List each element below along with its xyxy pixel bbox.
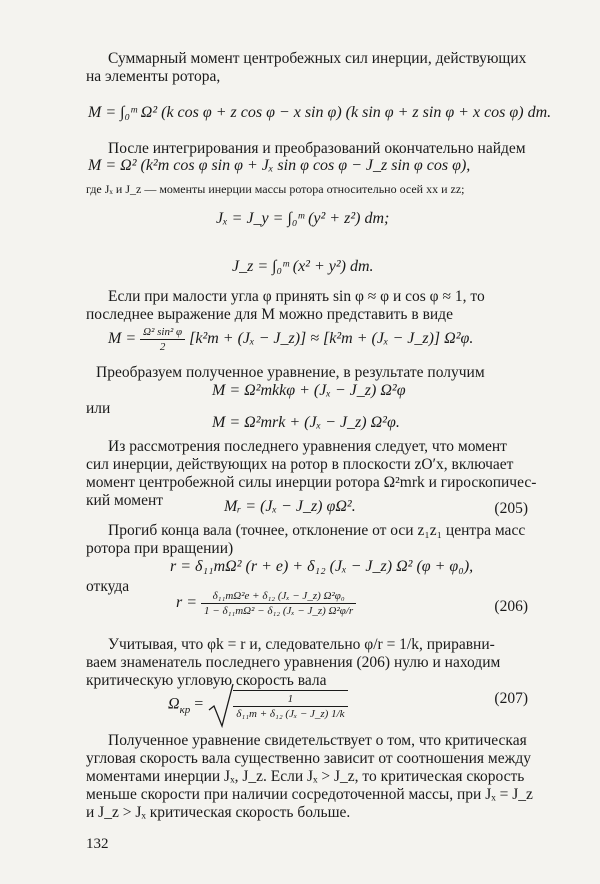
- text-line: кий момент: [86, 492, 164, 509]
- text-line: критическую угловую скорость вала: [86, 672, 327, 689]
- text-line: последнее выражение для M можно представить в виде: [86, 306, 453, 323]
- text-line: ваем знаменатель последнего уравнения (206) нулю и находим: [86, 654, 501, 671]
- equation-deflection: r = δ₁₁mΩ² (r + e) + δ₁₂ (Jₓ − J_z) Ω² (φ + φ₀),: [170, 558, 474, 575]
- text-line: Если при малости угла φ принять sin φ ≈ φ и cos φ ≈ 1, то: [108, 288, 485, 305]
- text-line-small: где Jₓ и J_z — моменты инерции массы ротора относительно осей xx и zz;: [86, 182, 465, 196]
- equation-small-angle: M = $\frac{\text{Ω² sin² φ}}{2}$ [k²m + (Jₓ − J_z)] ≈ [k²m + (Jₓ − J_z)] Ω²φ.: [108, 326, 474, 353]
- equation-number: (207): [494, 690, 528, 707]
- equation-transformed-alt: M = Ω²mrk + (Jₓ − J_z) Ω²φ.: [212, 414, 400, 431]
- text-line: моментами инерции Jₓ, J_z. Если Jₓ > J_z, то критическая скорость: [86, 768, 525, 785]
- text-line: Полученное уравнение свидетельствует о том, что критическая: [108, 732, 527, 749]
- sqrt-sign: [207, 682, 235, 728]
- equation-number: (205): [494, 500, 528, 517]
- text-line: Преобразуем полученное уравнение, в результате получим: [96, 364, 485, 381]
- text-line: или: [86, 400, 111, 417]
- text-line: сил инерции, действующих на ротор в плоскости zO′x, включает: [86, 456, 514, 473]
- equation-jz: J_z = ∫₀ᵐ (x² + y²) dm.: [232, 258, 374, 275]
- equation-gyroscopic-moment: Mᵣ = (Jₓ − J_z) φΩ².: [224, 498, 356, 515]
- equation-number: (206): [494, 598, 528, 615]
- text-line: и J_z > Jₓ критическая скорость больше.: [86, 804, 351, 821]
- page-number: 132: [86, 836, 109, 852]
- equation-moment-result: M = Ω² (k²m cos φ sin φ + Jₓ sin φ cos φ − J_z sin φ cos φ),: [88, 157, 471, 174]
- text-line: После интегрирования и преобразований окончательно найдем: [108, 140, 526, 157]
- equation-jx: Jₓ = J_y = ∫₀ᵐ (y² + z²) dm;: [216, 210, 390, 227]
- equation-moment-integral: M = ∫₀ᵐ Ω² (k cos φ + z cos φ − x sin φ) (k sin φ + z sin φ + x cos φ) dm.: [88, 104, 552, 121]
- text-line: на элементы ротора,: [86, 68, 221, 85]
- fraction: $\frac{\text{δ₁₁mΩ²e + δ₁₂ (Jₓ − J\_z) Ω²φ₀}}{\text{1 − δ₁₁mΩ² − δ₁₂ (Jₓ − J\_z) Ω²φ/r}}$: [201, 590, 356, 617]
- fraction: $\frac{\text{Ω² sin² φ}}{2}$: [140, 326, 185, 353]
- text-line: Прогиб конца вала (точнее, отклонение от оси z₁z₁ центра масс: [108, 522, 526, 539]
- fraction: $\frac{1}{\text{δ₁₁m + δ₁₂ (Jₓ − J\_z) 1/k}}$: [233, 690, 347, 720]
- equation-deflection-solved: r = $\frac{\text{δ₁₁mΩ²e + δ₁₂ (Jₓ − J\_z) Ω²φ₀}}{\text{1 − δ₁₁mΩ² − δ₁₂ (Jₓ − J\_z) Ω²φ/r}}$: [176, 590, 356, 617]
- text-line: меньше скорости при наличии сосредоточенной массы, при Jₓ = J_z: [86, 786, 533, 803]
- equation-critical-speed: $\Omega_{кр}$ = $\frac{1}{\text{δ₁₁m + δ₁₂ (Jₓ − J\_z) 1/k}}$: [168, 682, 348, 728]
- text-line: Из рассмотрения последнего уравнения следует, что момент: [108, 438, 507, 455]
- equation-transformed: M = Ω²mkkφ + (Jₓ − J_z) Ω²φ: [212, 382, 406, 399]
- text-line: Суммарный момент центробежных сил инерции, действующих: [108, 50, 527, 67]
- text-line: момент центробежной силы инерции ротора Ω²mrk и гироскопичес-: [86, 474, 537, 491]
- text-line: Учитывая, что φk = r и, следовательно φ/r = 1/k, приравни-: [108, 636, 495, 653]
- text-line: ротора при вращении): [86, 540, 234, 557]
- text-line: откуда: [86, 578, 130, 595]
- text-line: угловая скорость вала существенно зависит от соотношения между: [86, 750, 531, 767]
